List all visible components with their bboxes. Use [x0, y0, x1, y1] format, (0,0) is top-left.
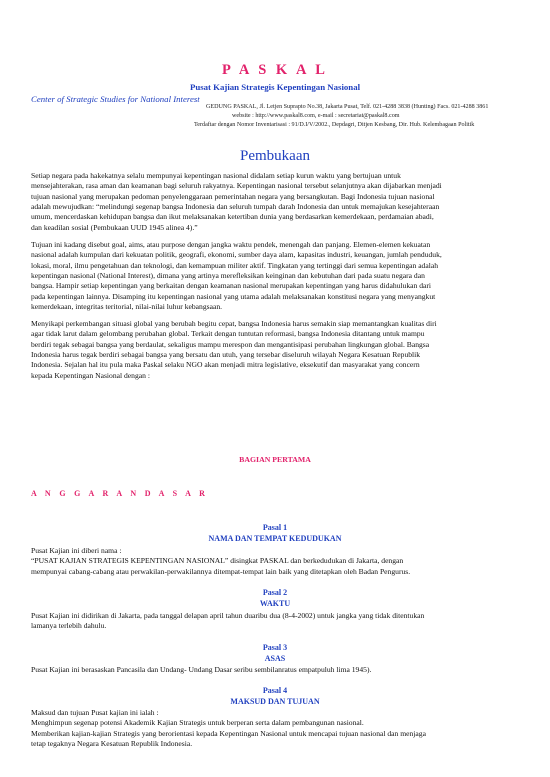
- org-title: P A S K A L: [222, 62, 328, 78]
- paragraph-line: Menyikapi perkembangan situasi global yang berubah begitu cepat, bangsa Indonesia harus semakin siap memantangkan kualitas diri: [31, 319, 437, 328]
- pasal-3-title: ASAS: [264, 654, 286, 663]
- bagian-pertama-heading: BAGIAN PERTAMA: [239, 455, 311, 464]
- pasal-2-body: [31, 611, 521, 632]
- pasal-line: mempunyai cabang-cabang atau perwakilan-perwakilannya ditempat-tempat lain baik yang ditetapkan oleh Badan Pengurus.: [31, 566, 411, 576]
- pasal-line: Pusat Kajian ini diberi nama :: [31, 546, 122, 555]
- pasal-line: lamanya terlebih dahulu.: [31, 621, 107, 631]
- pasal-1-number: Pasal 1: [262, 523, 288, 532]
- paragraph-line: Setiap negara pada hakekatnya selalu mempunyai kepentingan nasional didalam setiap kurun waktu yang bertujuan untuk: [31, 171, 401, 180]
- pasal-line: Menghimpun segenap potensi Akademik Kajian Strategis untuk berperan serta dalam pembangunan nasional.: [31, 718, 364, 728]
- paragraph-2: [31, 240, 521, 312]
- pasal-4-number: Pasal 4: [262, 686, 288, 695]
- org-registration: Terdaftar dengan Nomor Inventarisasi : 91/D.I/V/2002., Depdagri, Ditjen Kesbang, Dir. Hub. Kelembagaan Politik: [194, 122, 475, 128]
- pasal-line: tetap tegaknya Negara Kesatuan Republik Indonesia.: [31, 739, 193, 749]
- org-website: website : http://www.paskal8.com, e-mail : secretariat@paskal8.com: [232, 113, 400, 119]
- pasal-line: “PUSAT KAJIAN STRATEGIS KEPENTINGAN NASIONAL” disingkat PASKAL dan berkedudukan di Jakarta, dengan: [31, 556, 404, 566]
- pasal-3-body: [31, 665, 521, 675]
- pasal-line: Pusat Kajian ini berasaskan Pancasila dan Undang- Undang Dasar seribu sembilanratus empatpuluh lima 1945).: [31, 665, 372, 674]
- paragraph-line: kepada Kepentingan Nasional dengan :: [31, 370, 150, 380]
- paragraph-line: kemerdekaan, integritas teritorial, nilai-nilai luhur kebangsaan.: [31, 302, 223, 312]
- pasal-2-title: WAKTU: [259, 599, 291, 608]
- paragraph-line: pada kepentingan lainnya. Disamping itu kepentingan nasional yang utama adalah melaksanakan konstitusi negara yang menyangkut: [31, 291, 436, 301]
- paragraph-line: bangsa. Hampir setiap kepentingan yang berkaitan dengan keamanan nasional merupakan kepentingan yang harus didahulukan dari: [31, 281, 432, 291]
- org-subtitle: Pusat Kajian Strategis Kepentingan Nasional: [189, 82, 361, 92]
- paragraph-line: nasional adalah kumpulan dari kekuatan politik, geografi, ekonomi, sumber daya alam, kapasitas industri, keuangan, jumlah penduduk,: [31, 250, 442, 260]
- paragraph-line: adalah mewujudkan: “melindungi segenap bangsa Indonesia dan seluruh tumpah darah Indonesia dan untuk memajukan kesejahteraan: [31, 202, 440, 212]
- paragraph-line: lokasi, moral, ilmu pengetahuan dan teknologi, dan kemampuan militer aktif. Tingkatan yang tertinggi dari semua kepentingan adalah: [31, 260, 439, 270]
- paragraph-3: [31, 319, 521, 381]
- pasal-line: Memberikan kajian-kajian Strategis yang berorientasi kepada Kepentingan Nasional untuk mencapai tujuan nasional dan menjaga: [31, 728, 426, 738]
- paragraph-line: kepentingan nasional (National Interest), dimana yang artinya merefleksikan keinginan dan kebutuhan dari pada suatu negara dan: [31, 271, 425, 281]
- section-heading-pembukaan: Pembukaan: [240, 148, 310, 164]
- pasal-4-title: MAKSUD DAN TUJUAN: [230, 697, 320, 706]
- pasal-line: Maksud dan tujuan Pusat kajian ini ialah :: [31, 708, 159, 717]
- pasal-3-number: Pasal 3: [262, 643, 288, 652]
- paragraph-line: Indonesia. Sejalan hal itu pula maka Paskal selaku NGO akan menjadi mitra legislative, eksekutif dan masyarakat yang concern: [31, 360, 420, 370]
- paragraph-line: berdiri tegak sebagai bangsa yang berdaulat, sekaligus mampu merespon dan mengantisipasi perubahan lingkungan global. Bangsa: [31, 339, 430, 349]
- paragraph-line: tujuan nasional yang merupakan pedoman penyelenggaraan pemerintahan negara yang bersangkutan. Bagi Indonesia tujuan nasional: [31, 191, 435, 201]
- pasal-1-body: [31, 546, 521, 577]
- pasal-2-number: Pasal 2: [262, 588, 288, 597]
- paragraph-line: agar tidak larut dalam gelombang perubahan global. Terkait dengan tuntutan reformasi, bangsa Indonesia ditantang untuk mampu: [31, 329, 425, 339]
- org-english-name: Center of Strategic Studies for National Interest: [31, 94, 200, 104]
- pasal-4-body: [31, 708, 521, 749]
- pasal-line: Pusat Kajian ini didirikan di Jakarta, pada tanggal delapan april tahun duaribu dua (8-4-2002) untuk jangka yang tidak ditentukan: [31, 611, 425, 620]
- org-address: GEDUNG PASKAL, Jl. Letjen Suprapto No.38, Jakarta Pusat, Telf. 021-4288 3838 (Hunting) Facs. 021-4288 3861: [206, 104, 489, 110]
- paragraph-line: Indonesia harus tegak berdiri sebagai bangsa yang bersatu dan utuh, yang tersebar diseluruh wilayah Negara Kesatuan Republik: [31, 350, 421, 360]
- paragraph-line: umum, mencerdaskan kehidupan bangsa dan ikut melaksanakan ketertiban dunia yang berdasarkan kemerdekaan, perdamaian abadi,: [31, 212, 434, 222]
- paragraph-line: dan keadilan sosial (Pembukaan UUD 1945 alinea 4).”: [31, 222, 198, 232]
- paragraph-1: [31, 171, 521, 233]
- paragraph-line: mensejahterakan, rasa aman dan keamanan bagi seluruh rakyatnya. Kepentingan nasional tersebut selanjutnya akan dijabarkan menjadi: [31, 181, 442, 191]
- pasal-1-title: NAMA DAN TEMPAT KEDUDUKAN: [208, 534, 342, 543]
- anggaran-dasar-heading: A N G G A R A N D A S A R: [31, 489, 209, 498]
- paragraph-line: Tujuan ini kadang disebut goal, aims, atau purpose dengan jangka waktu pendek, menengah dan panjang. Elemen-elemen kekuatan: [31, 240, 431, 249]
